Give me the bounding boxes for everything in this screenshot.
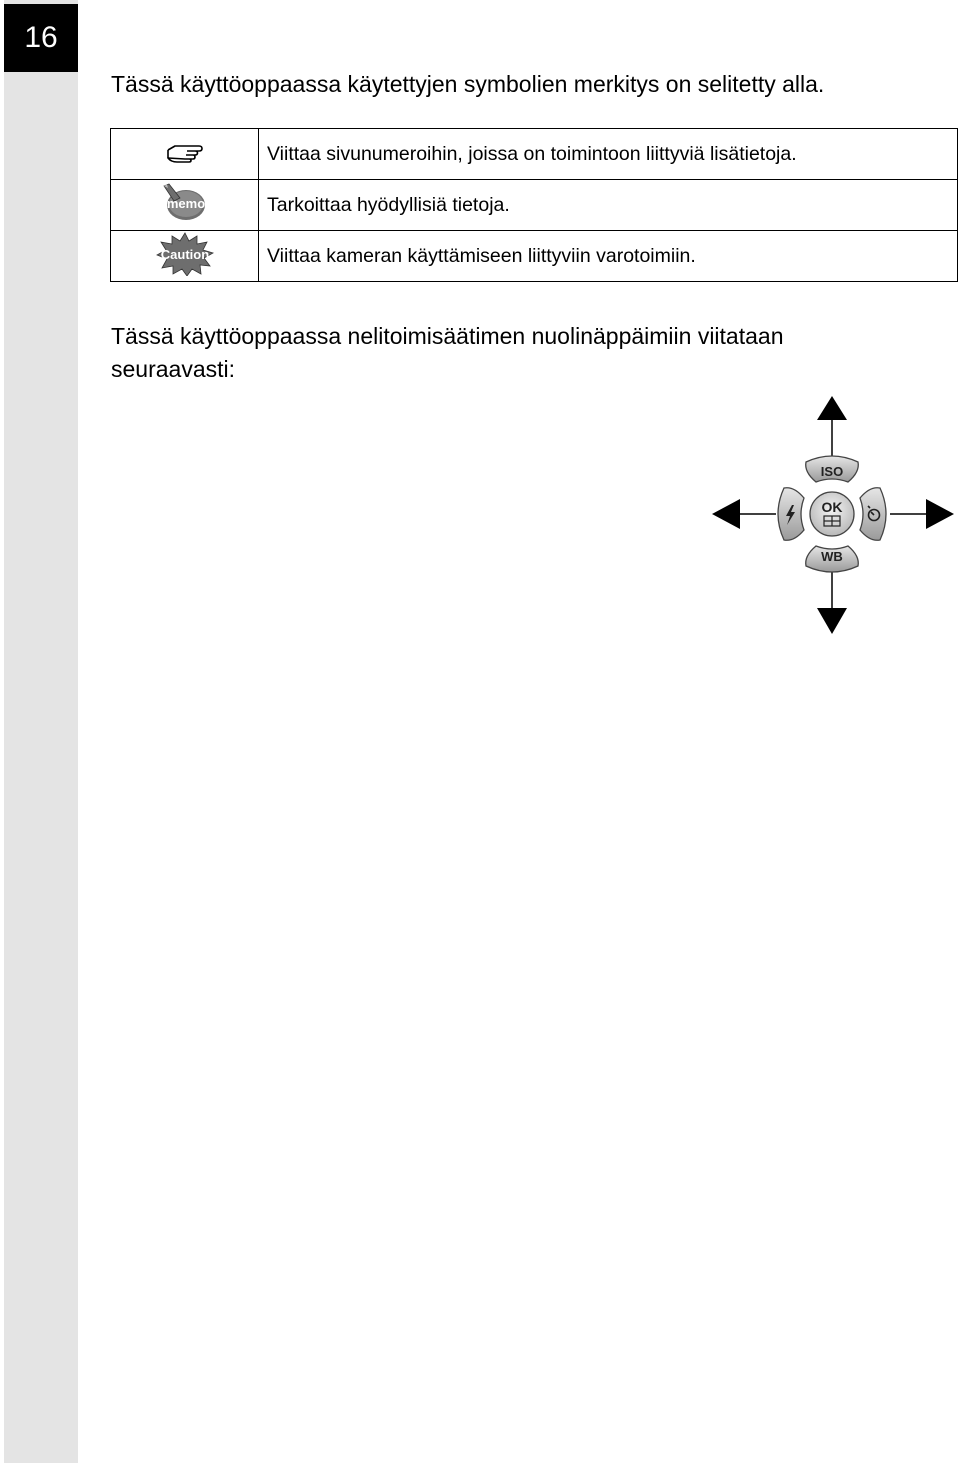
side-margin-strip: [4, 0, 78, 1463]
right-arrow-icon: [926, 499, 954, 529]
left-arrow-icon: [712, 499, 740, 529]
page-number: 16: [4, 4, 78, 72]
symbol-description: Tarkoittaa hyödyllisiä tietoja.: [259, 180, 958, 231]
intro-text: Tässä käyttöoppaassa käytettyjen symbolien merkitys on selitetty alla.: [111, 71, 825, 97]
four-way-controller-diagram: [705, 390, 960, 640]
down-button[interactable]: [806, 546, 859, 572]
page-reference-hand-icon: [165, 140, 205, 169]
svg-text:Caution: Caution: [160, 246, 209, 262]
right-button[interactable]: [860, 488, 886, 541]
up-button[interactable]: [806, 456, 859, 482]
up-arrow-icon: [817, 396, 847, 420]
svg-text:WB: WB: [821, 549, 843, 564]
memo-icon: [160, 182, 210, 229]
symbol-row-reference: [111, 129, 958, 180]
svg-text:ISO: ISO: [820, 464, 844, 479]
symbol-row-caution: [111, 231, 958, 282]
symbol-description: Viittaa kameran käyttämiseen liittyviin varotoimiin.: [259, 231, 958, 282]
nav-intro-line-2: seuraavasti:: [111, 356, 236, 382]
nav-intro-line-1: Tässä käyttöoppaassa nelitoimisäätimen nuolinäppäimiin viitataan: [111, 323, 784, 349]
svg-text:memo: memo: [166, 195, 205, 211]
nav-intro-text: [111, 320, 911, 386]
left-button[interactable]: [778, 488, 804, 541]
symbol-table: [110, 128, 958, 282]
down-arrow-icon: [817, 608, 847, 634]
symbol-row-memo: [111, 180, 958, 231]
caution-icon: [156, 232, 214, 281]
symbol-description: Viittaa sivunumeroihin, joissa on toimintoon liittyviä lisätietoja.: [259, 129, 958, 180]
ok-button[interactable]: [810, 492, 854, 536]
svg-text:OK: OK: [821, 499, 843, 515]
